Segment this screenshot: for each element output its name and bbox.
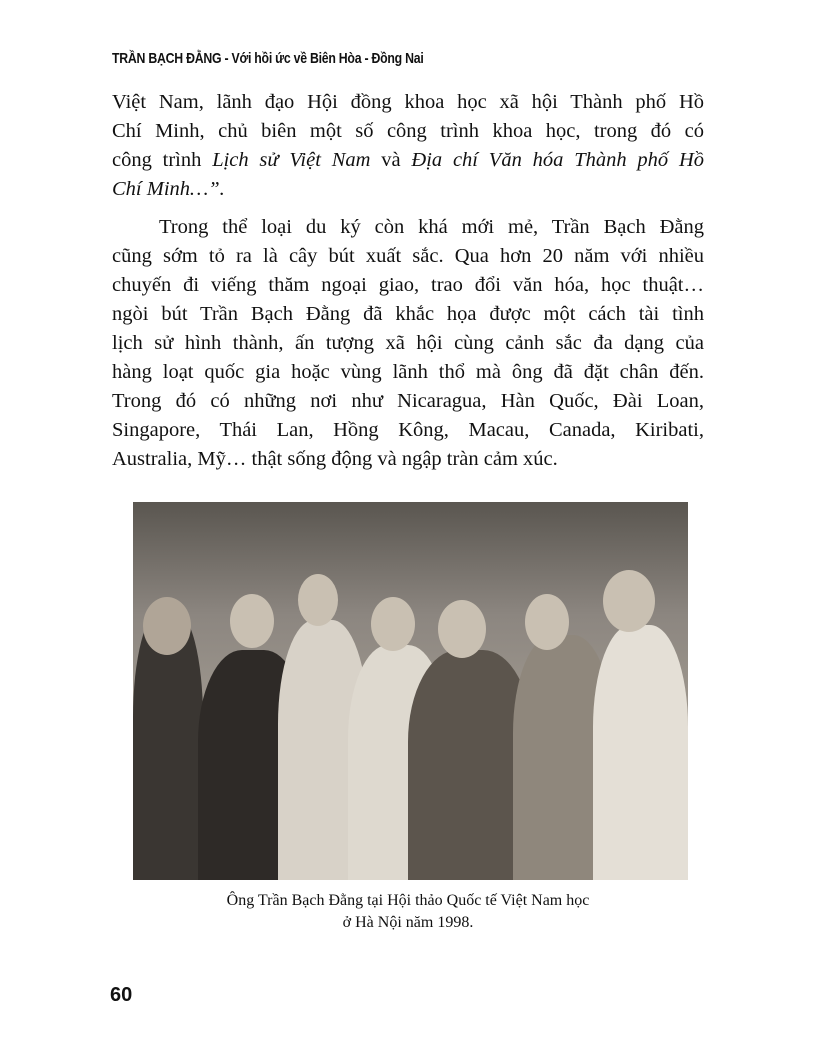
text-run: và <box>370 149 412 171</box>
caption-line: Ông Trần Bạch Đằng tại Hội thảo Quốc tế Việt Nam học <box>226 892 590 909</box>
text-line: lịch sử hình thành, ấn tượng xã hội cùng cảnh sắc đa dạng của <box>112 332 704 354</box>
text-run: công trình <box>112 149 213 171</box>
text-line: Chí Minh, chủ biên một số công trình khoa học, trong đó có <box>112 120 704 142</box>
text-line: chuyến đi viếng thăm ngoại giao, trao đổi văn hóa, học thuật… <box>112 274 704 296</box>
paragraph-1 <box>112 88 704 204</box>
text-line: cũng sớm tỏ ra là cây bút xuất sắc. Qua hơn 20 năm với nhiều <box>112 245 704 267</box>
text-line: Trong đó có những nơi như Nicaragua, Hàn Quốc, Đài Loan, <box>112 390 704 412</box>
running-header: TRẦN BẠCH ĐẰNG - Với hồi ức về Biên Hòa - Đồng Nai <box>112 50 424 67</box>
text-line: hàng loạt quốc gia hoặc vùng lãnh thổ mà ông đã đặt chân đến. <box>112 361 704 383</box>
paragraph-2 <box>112 213 704 474</box>
text-line: Singapore, Thái Lan, Hồng Kông, Macau, Canada, Kiribati, <box>112 419 704 441</box>
book-title: Chí Minh…”. <box>112 178 225 200</box>
caption-line: ở Hà Nội năm 1998. <box>342 914 474 931</box>
book-title: Địa chí Văn hóa Thành phố Hồ <box>411 149 705 171</box>
page-number: 60 <box>110 984 133 1006</box>
photo-caption <box>112 890 704 934</box>
group-photo <box>133 502 688 880</box>
text-line <box>112 146 704 175</box>
text-line: Australia, Mỹ… thật sống động và ngập tràn cảm xúc. <box>112 448 558 470</box>
text-line <box>112 175 704 204</box>
text-line: Trong thể loại du ký còn khá mới mẻ, Trần Bạch Đằng <box>159 216 704 238</box>
text-line: ngòi bút Trần Bạch Đằng đã khắc họa được một cách tài tình <box>112 303 704 325</box>
text-line: Việt Nam, lãnh đạo Hội đồng khoa học xã hội Thành phố Hồ <box>112 91 704 113</box>
book-title: Lịch sử Việt Nam <box>212 149 371 171</box>
